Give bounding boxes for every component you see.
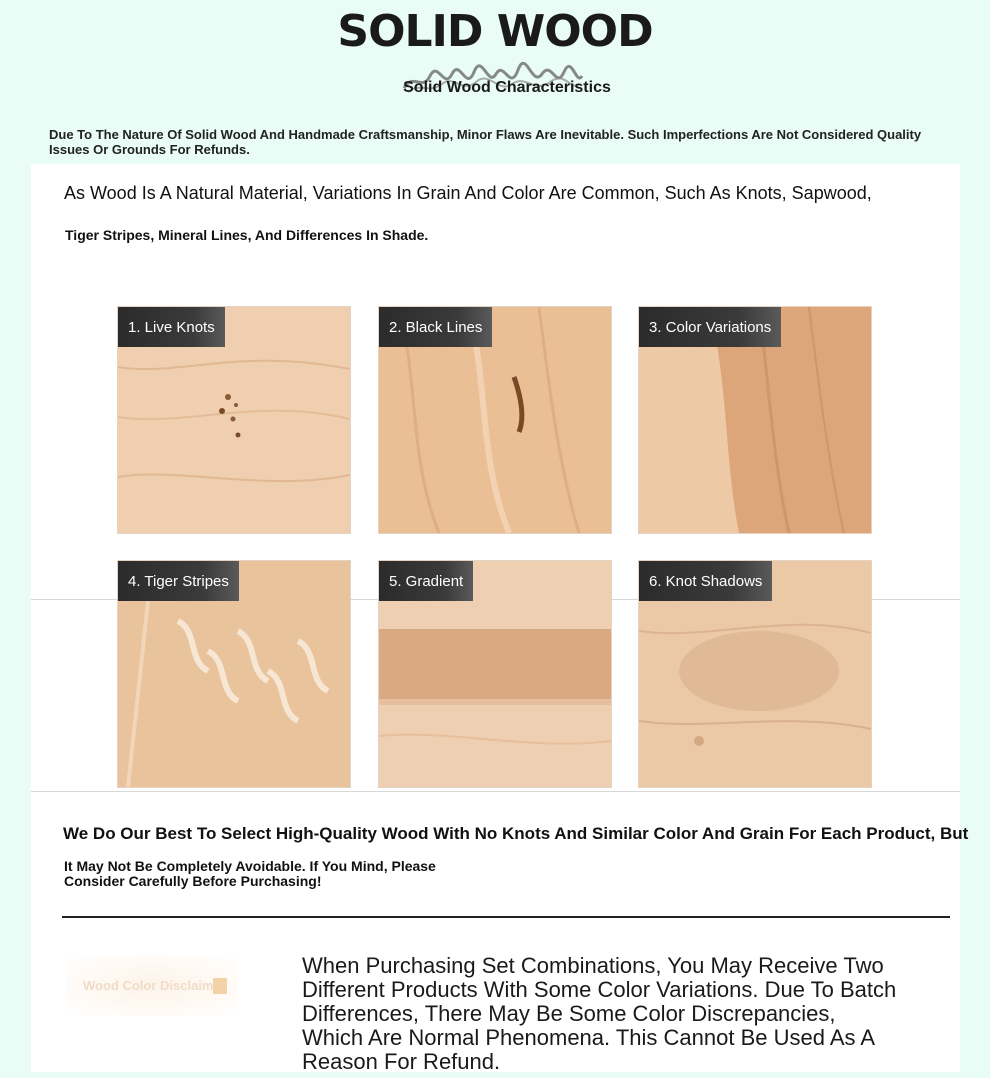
section-divider <box>62 916 950 918</box>
panel-subheading: Tiger Stripes, Mineral Lines, And Differences In Shade. <box>65 227 429 243</box>
tile-label: 5. Gradient <box>379 561 473 601</box>
quality-note-continued: It May Not Be Completely Avoidable. If You Mind, Please Consider Carefully Before Purchasing! <box>64 858 436 889</box>
wood-sample-tiger-stripes <box>118 561 350 787</box>
wood-sample-black-lines <box>379 307 611 533</box>
tile-label: 1. Live Knots <box>118 307 225 347</box>
tile-label: 2. Black Lines <box>379 307 492 347</box>
wood-sample-color-variations <box>639 307 871 533</box>
content-panel <box>31 164 969 1074</box>
refund-disclaimer: When Purchasing Set Combinations, You May Receive Two Different Products With Some Color Variations. Due To Batch Differences, There May Be Some Color Discrepancies, Which Are Normal Phenomena. This Cannot Be Used As A Reason For Refund. <box>302 953 897 1074</box>
divider-line <box>31 791 960 792</box>
page-title: SOLID WOOD <box>337 6 653 57</box>
wood-sample-gradient <box>379 561 611 787</box>
page-subtitle: Solid Wood Characteristics <box>403 79 611 96</box>
tile-label: 6. Knot Shadows <box>639 561 772 601</box>
panel-heading: As Wood Is A Natural Material, Variations In Grain And Color Are Common, Such As Knots, Sapwood, <box>64 183 872 203</box>
subtitle-block <box>0 60 990 100</box>
tile-label: 3. Color Variations <box>639 307 781 347</box>
quality-note: We Do Our Best To Select High-Quality Wood With No Knots And Similar Color And Grain For Each Product, But <box>63 824 969 843</box>
color-swatch <box>213 978 227 994</box>
color-disclaimer-label: Wood Color Disclaim <box>83 978 214 993</box>
wood-sample-live-knots <box>118 307 350 533</box>
intro-text: Due To The Nature Of Solid Wood And Handmade Craftsmanship, Minor Flaws Are Inevitable. Such Imperfections Are Not Considered Quality Issues Or Grounds For Refunds. <box>49 127 922 157</box>
color-disclaimer-badge <box>67 956 237 1016</box>
tile-label: 4. Tiger Stripes <box>118 561 239 601</box>
wood-sample-knot-shadows <box>639 561 871 787</box>
